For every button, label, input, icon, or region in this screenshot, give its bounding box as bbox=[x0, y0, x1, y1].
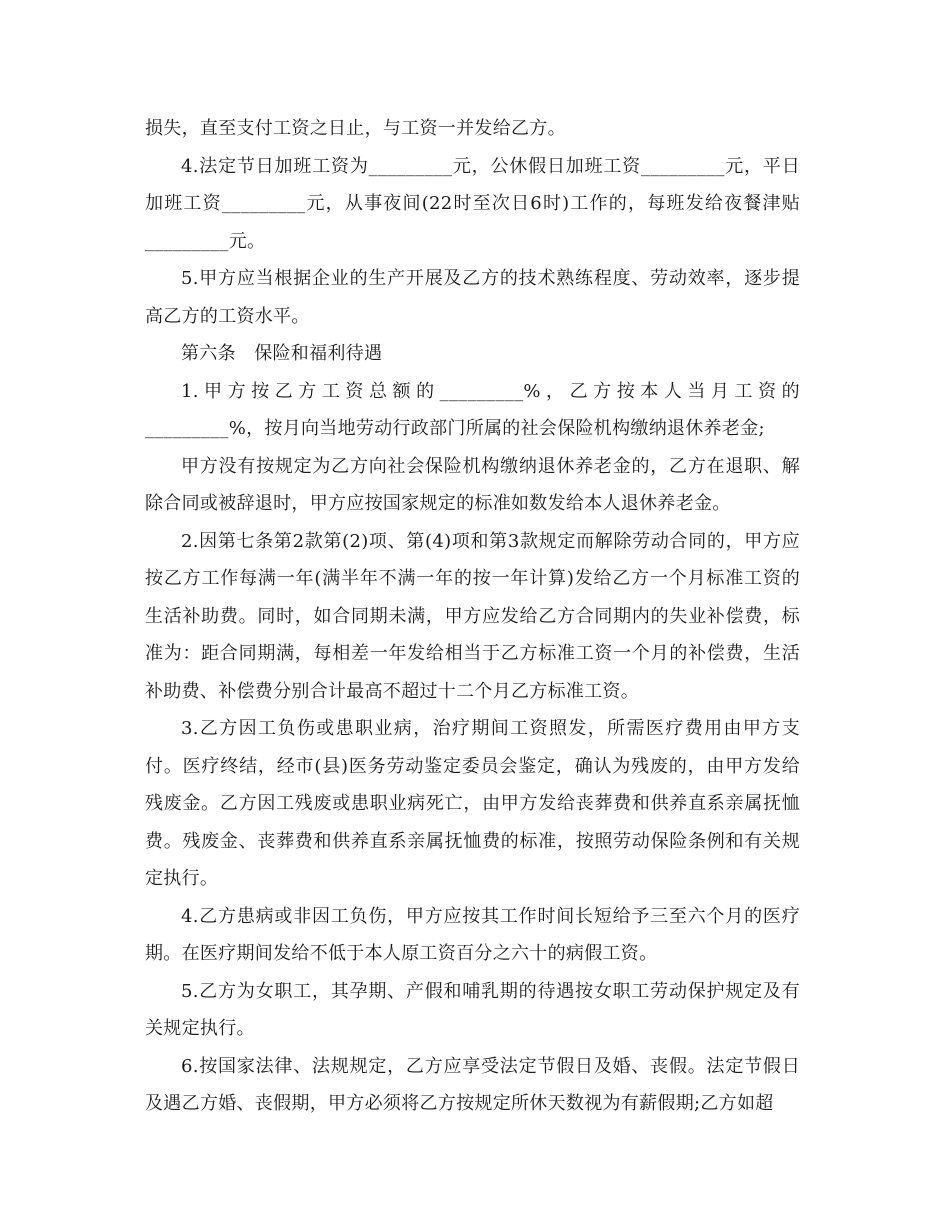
paragraph-work-injury: 3.乙方因工负伤或患职业病，治疗期间工资照发，所需医疗费用由甲方支付。医疗终结，经市(县)医务劳动鉴定委员会鉴定，确认为残废的，由甲方发给残废金。乙方因工残废或患职业病死亡，由甲方发给丧葬费和供养直系亲属抚恤费。残废金、丧葬费和供养直系亲属抚恤费的标准，按照劳动保险条例和有关规定执行。 bbox=[145, 718, 800, 889]
paragraph-termination-subsidy: 2.因第七条第2款第(2)项、第(4)项和第3款规定而解除劳动合同的，甲方应按乙方工作每满一年(满半年不满一年的按一年计算)发给乙方一个月标准工资的生活补助费。同时，如合同期未满，甲方应发给乙方合同期内的失业补偿费，标准为：距合同期满，每相差一年发给相当于乙方标准工资一个月的补偿费，生活补助费、补偿费分别合计最高不超过十二个月乙方标准工资。 bbox=[145, 530, 800, 702]
paragraph-sick-leave: 4.乙方患病或非因工负伤，甲方应按其工作时间长短给予三至六个月的医疗期。在医疗期间发给不低于本人原工资百分之六十的病假工资。 bbox=[145, 905, 800, 964]
paragraph-female-employee: 5.乙方为女职工，其孕期、产假和哺乳期的待遇按女职工劳动保护规定及有关规定执行。 bbox=[145, 980, 800, 1039]
paragraph-pension-default: 甲方没有按规定为乙方向社会保险机构缴纳退休养老金的，乙方在退职、解除合同或被辞退时，甲方应按国家规定的标准如数发给本人退休养老金。 bbox=[145, 455, 800, 514]
paragraph-overtime-pay: 4.法定节日加班工资为_________元，公休假日加班工资_________元，平日加班工资_________元，从事夜间(22时至次日6时)工作的，每班发给夜餐津贴_________元。 bbox=[145, 155, 800, 252]
section-heading-article-6: 第六条 保险和福利待遇 bbox=[181, 343, 383, 364]
paragraph-holidays: 6.按国家法律、法规规定，乙方应享受法定节假日及婚、丧假。法定节假日及遇乙方婚、丧假期，甲方必须将乙方按规定所休天数视为有薪假期;乙方如超 bbox=[145, 1055, 800, 1114]
paragraph-pension-contribution: 1.甲方按乙方工资总额的_________%，乙方按本人当月工资的_________%，按月向当地劳动行政部门所属的社会保险机构缴纳退休养老金; bbox=[145, 380, 800, 439]
document-body bbox=[145, 110, 800, 1123]
paragraph-wage-level: 5.甲方应当根据企业的生产开展及乙方的技术熟练程度、劳动效率，逐步提高乙方的工资水平。 bbox=[145, 268, 800, 327]
paragraph-continuation: 损失，直至支付工资之日止，与工资一并发给乙方。 bbox=[145, 118, 566, 139]
